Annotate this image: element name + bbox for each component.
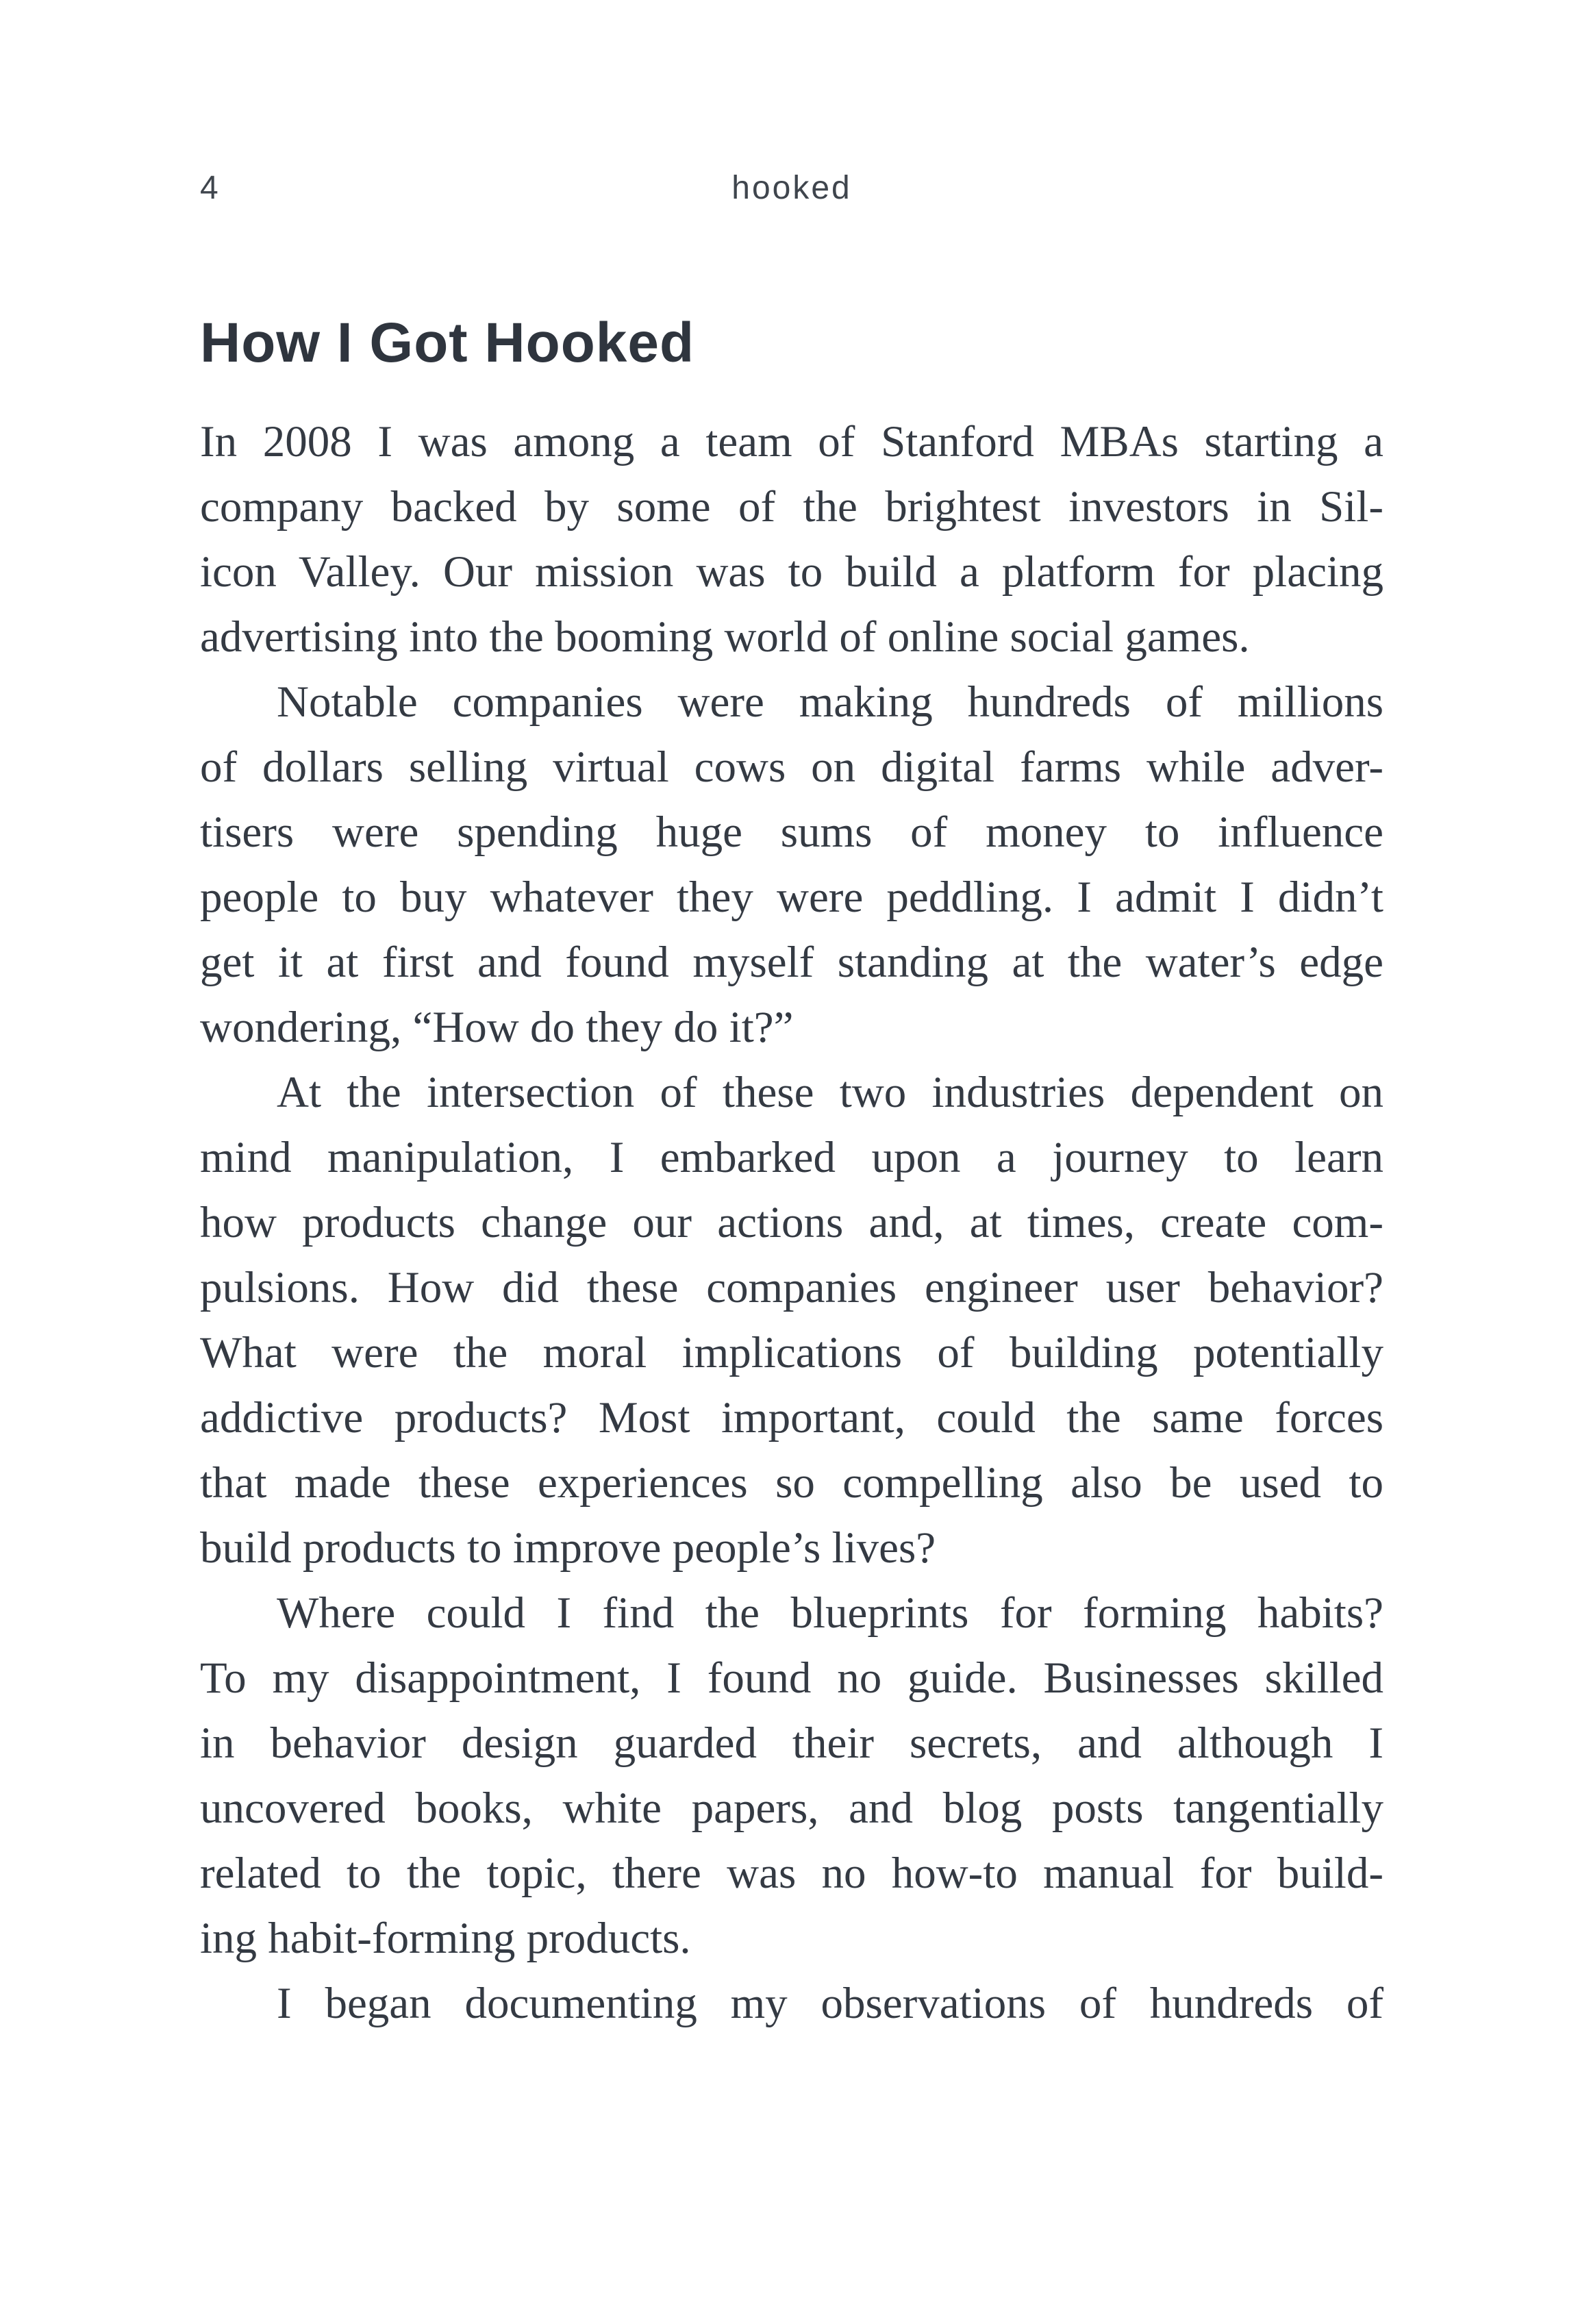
- paragraph: [200, 1060, 1383, 1581]
- text-line: how products change our actions and, at times, create com-: [200, 1198, 1383, 1247]
- text-line: icon Valley. Our mission was to build a platform for placing: [200, 547, 1383, 597]
- text-line: wondering, “How do they do it?”: [200, 1003, 794, 1052]
- body-text: [200, 410, 1383, 2036]
- running-header: [200, 171, 1383, 205]
- text-line: company backed by some of the brightest investors in Sil-: [200, 482, 1383, 532]
- text-line: related to the topic, there was no how-to manual for build-: [200, 1849, 1383, 1898]
- running-header-title: hooked: [731, 170, 852, 206]
- paragraph: [200, 1971, 1383, 2036]
- text-line: To my disappointment, I found no guide. Businesses skilled: [200, 1653, 1383, 1703]
- text-line: I began documenting my observations of hundreds of: [277, 1979, 1383, 2028]
- text-line: addictive products? Most important, could the same forces: [200, 1393, 1383, 1442]
- text-line: in behavior design guarded their secrets, and although I: [200, 1719, 1383, 1768]
- page-number: 4: [200, 170, 218, 206]
- text-line: advertising into the booming world of online social games.: [200, 612, 1250, 662]
- paragraph: [200, 410, 1383, 670]
- text-line: Notable companies were making hundreds of millions: [277, 677, 1383, 727]
- text-line: people to buy whatever they were peddling. I admit I didn’t: [200, 873, 1383, 922]
- text-line: build products to improve people’s lives?: [200, 1523, 936, 1573]
- section-title: How I Got Hooked: [200, 312, 695, 374]
- paragraph: [200, 1581, 1383, 1971]
- text-line: tisers were spending huge sums of money to influence: [200, 808, 1383, 857]
- text-line: At the intersection of these two industries dependent on: [277, 1068, 1383, 1117]
- text-line: What were the moral implications of building potentially: [200, 1328, 1383, 1377]
- text-line: ing habit-forming products.: [200, 1914, 691, 1963]
- text-line: get it at first and found myself standing at the water’s edge: [200, 938, 1383, 987]
- text-line: of dollars selling virtual cows on digital farms while adver-: [200, 742, 1383, 792]
- text-line: In 2008 I was among a team of Stanford MBAs starting a: [200, 417, 1383, 466]
- text-line: Where could I find the blueprints for forming habits?: [277, 1588, 1383, 1638]
- paragraph: [200, 670, 1383, 1060]
- text-line: mind manipulation, I embarked upon a journey to learn: [200, 1133, 1383, 1182]
- text-line: uncovered books, white papers, and blog posts tangentially: [200, 1784, 1383, 1833]
- text-line: pulsions. How did these companies engineer user behavior?: [200, 1263, 1383, 1312]
- text-line: that made these experiences so compelling also be used to: [200, 1458, 1383, 1508]
